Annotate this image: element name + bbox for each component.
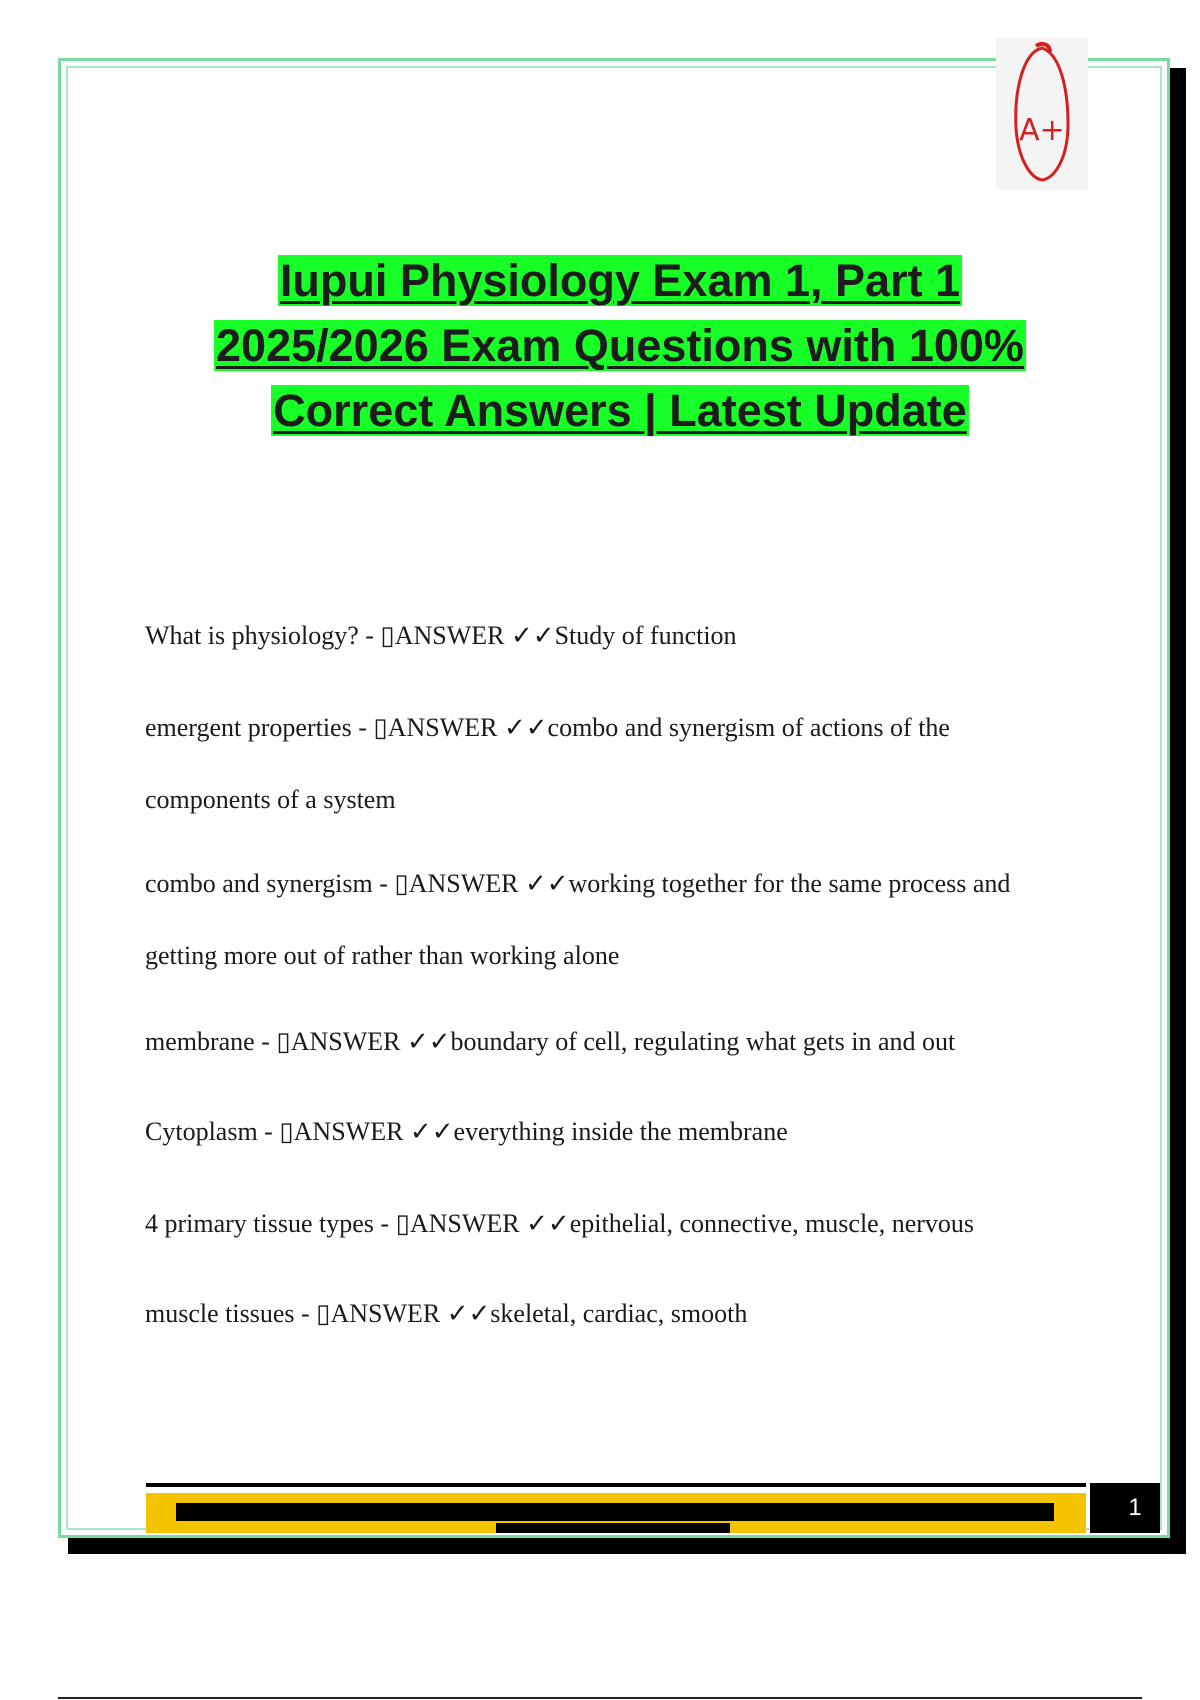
bottom-divider xyxy=(58,1697,1142,1699)
grade-stamp-text: A+ xyxy=(1019,113,1065,148)
qa-item-text: 4 primary tissue types - ▯ANSWER ✓✓epithelial, connective, muscle, nervous xyxy=(145,1209,975,1238)
qa-item-membrane xyxy=(145,1006,1105,1078)
page-number xyxy=(1090,1483,1160,1533)
qa-item-emergent-properties xyxy=(145,692,1105,836)
title-line-1-text: Iupui Physiology Exam 1, Part 1 xyxy=(279,255,961,306)
qa-item-combo-synergism xyxy=(145,848,1105,992)
title-line-1 xyxy=(100,248,1140,313)
qa-item-text: What is physiology? - ▯ANSWER ✓✓Study of function xyxy=(145,621,737,650)
qa-item-tissue-types xyxy=(145,1188,1105,1260)
footer-bar-inner xyxy=(176,1503,1054,1521)
title-line-3-text: Correct Answers | Latest Update xyxy=(273,385,967,436)
qa-item-cytoplasm xyxy=(145,1096,1105,1168)
footer-bar-tab xyxy=(496,1523,730,1533)
title-line-3 xyxy=(100,378,1140,443)
footer-rule xyxy=(146,1483,1086,1487)
page-number-text: 1 xyxy=(1128,1494,1142,1521)
qa-item-text-continued: getting more out of rather than working alone xyxy=(145,941,620,970)
qa-item-text: combo and synergism - ▯ANSWER ✓✓working together for the same process and xyxy=(145,869,1011,898)
qa-item-muscle-tissues xyxy=(145,1278,1105,1350)
qa-item-physiology xyxy=(145,600,1105,672)
qa-item-text: Cytoplasm - ▯ANSWER ✓✓everything inside the membrane xyxy=(145,1117,788,1146)
qa-item-text: muscle tissues - ▯ANSWER ✓✓skeletal, cardiac, smooth xyxy=(145,1299,748,1328)
grade-stamp-icon xyxy=(996,38,1088,190)
qa-item-text: membrane - ▯ANSWER ✓✓boundary of cell, regulating what gets in and out xyxy=(145,1027,956,1056)
document-title xyxy=(100,248,1140,443)
footer-bar xyxy=(146,1493,1086,1533)
qa-item-text-continued: components of a system xyxy=(145,785,396,814)
title-line-2 xyxy=(100,313,1140,378)
qa-item-text: emergent properties - ▯ANSWER ✓✓combo and synergism of actions of the xyxy=(145,713,950,742)
title-line-2-text: 2025/2026 Exam Questions with 100% xyxy=(216,320,1024,371)
qa-list xyxy=(145,600,1105,1350)
